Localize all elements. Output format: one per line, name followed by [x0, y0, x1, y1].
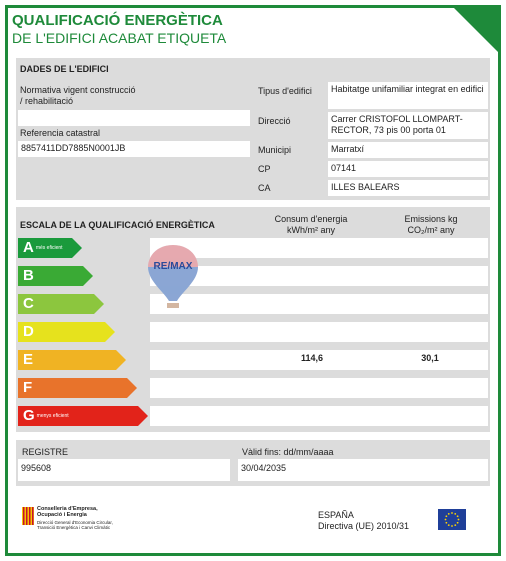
grade-letter: C — [23, 295, 34, 312]
grade-row-d — [150, 322, 488, 342]
page-subtitle: DE L'EDIFICI ACABAT ETIQUETA — [12, 30, 227, 46]
grade-arrow-tip — [138, 406, 148, 426]
emissions-value: 30,1 — [421, 353, 439, 363]
grade-note: més eficient — [35, 245, 63, 252]
grade-arrow-tip — [116, 350, 126, 370]
corner-decoration — [454, 8, 498, 52]
address-value: Carrer CRISTOFOL LLOMPART-RECTOR, 73 pis 00 porta 01 — [328, 112, 488, 139]
type-value: Habitatge unifamiliar integrat en edifici — [328, 82, 488, 109]
grade-note: menys eficient — [36, 413, 69, 420]
municipality-label: Municipi — [258, 145, 292, 155]
eu-star — [451, 512, 453, 514]
grade-arrow-tip — [94, 294, 104, 314]
eu-star — [445, 519, 447, 521]
grade-arrow-a — [18, 238, 72, 258]
eu-star — [457, 522, 459, 524]
eu-star — [451, 525, 453, 527]
regulation-value — [18, 110, 250, 126]
valid-value: 30/04/2035 — [238, 459, 488, 481]
valid-label: Vàlid fins: dd/mm/aaaa — [242, 447, 334, 457]
grade-arrow-c — [18, 294, 94, 314]
org-line3: Direcció General d'Economia Circular, — [37, 520, 113, 525]
grade-arrow-b — [18, 266, 83, 286]
grade-letter: B — [23, 267, 34, 284]
cadastral-label: Referencia catastral — [20, 128, 101, 138]
grade-letter: E — [23, 351, 34, 368]
registry-value: 995608 — [18, 459, 230, 481]
grade-arrow-tip — [105, 322, 115, 342]
grade-letter: G — [23, 407, 35, 424]
grade-letter: F — [23, 379, 33, 396]
region-label: CA — [258, 183, 271, 193]
page-title: QUALIFICACIÓ ENERGÈTICA — [12, 12, 223, 29]
org-line4: Transició Energètica i Canvi Climàtic — [37, 525, 111, 530]
grade-letter: A — [23, 239, 34, 256]
grade-row-f — [150, 378, 488, 398]
directive-label: Directiva (UE) 2010/31 — [318, 521, 410, 531]
remax-brand-text: RE/MAX — [153, 261, 193, 272]
org-line2: Ocupació i Energia — [37, 512, 87, 518]
remax-balloon-logo — [145, 243, 201, 309]
region-value: ILLES BALEARS — [328, 180, 488, 196]
type-label: Tipus d'edifici — [258, 86, 312, 96]
grade-arrow-d — [18, 322, 105, 342]
municipality-value: Marratxí — [328, 142, 488, 158]
eu-star — [445, 515, 447, 517]
balearic-coat-of-arms-icon — [22, 507, 34, 525]
regulation-label: Normativa vigent construcció / rehabilitació — [20, 85, 136, 106]
registry-label: REGISTRE — [22, 447, 69, 457]
grade-arrow-e — [18, 350, 116, 370]
eu-star — [458, 519, 460, 521]
grade-arrow-f — [18, 378, 127, 398]
eu-star — [454, 513, 456, 515]
eu-star — [454, 524, 456, 526]
consumption-value: 114,6 — [300, 353, 324, 363]
eu-star — [448, 524, 450, 526]
grade-arrow-tip — [72, 238, 82, 258]
cadastral-value: 8857411DD7885N0001JB — [18, 141, 250, 157]
grade-arrow-g — [18, 406, 138, 426]
postal-value: 07141 — [328, 161, 488, 177]
grade-arrow-tip — [127, 378, 137, 398]
scale-section-title: ESCALA DE LA QUALIFICACIÓ ENERGÈTICA — [20, 220, 215, 230]
grade-letter: D — [23, 323, 34, 340]
eu-star — [457, 515, 459, 517]
eu-star — [445, 522, 447, 524]
eu-flag-icon — [438, 509, 466, 530]
building-section-title: DADES DE L'EDIFICI — [20, 64, 109, 74]
postal-label: CP — [258, 164, 271, 174]
address-label: Direcció — [258, 116, 291, 126]
grade-arrow-tip — [83, 266, 93, 286]
country-label: ESPAÑA — [318, 510, 354, 520]
consumption-header: Consum d'energia kWh/m² any — [274, 214, 348, 235]
org-line1: Conselleria d'Empresa, — [37, 506, 98, 512]
eu-star — [448, 513, 450, 515]
grade-row-g — [150, 406, 488, 426]
emissions-header: Emissions kg CO₂/m² any — [404, 214, 458, 235]
